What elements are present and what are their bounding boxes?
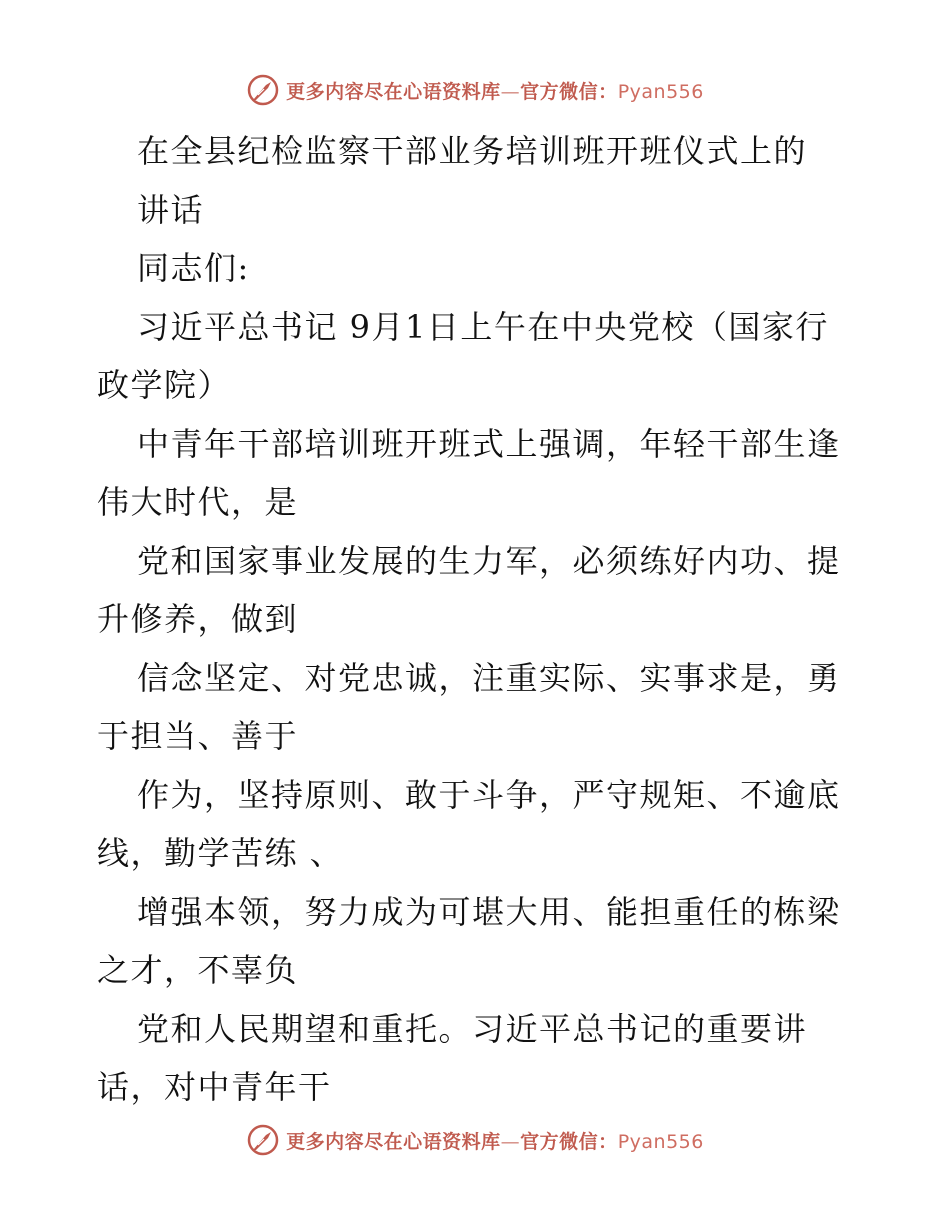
doc-line: 升修养，做到 (97, 600, 299, 638)
watermark-text: 更多内容尽在心语资料库—官方微信：Pyan556 (286, 1130, 704, 1153)
doc-line: 党和国家事业发展的生力军，必须练好内功、提 (137, 541, 841, 580)
doc-line: 线，勤学苦练 、 (97, 834, 344, 872)
doc-line: 党和人民期望和重托。习近平总书记的重要讲 (137, 1009, 808, 1048)
doc-line-salutation: 同志们: (137, 249, 250, 287)
doc-line: 信念坚定、对党忠诚，注重实际、实事求是，勇 (137, 658, 841, 697)
doc-line: 作为，坚持原则、敢于斗争，严守规矩、不逾底 (137, 775, 841, 814)
quill-pen-logo-icon (246, 1123, 280, 1157)
doc-line-title-1: 在全县纪检监察干部业务培训班开班仪式上的 (137, 132, 808, 170)
doc-line: 中青年干部培训班开班式上强调，年轻干部生逢 (137, 424, 841, 463)
doc-line: 增强本领，努力成为可堪大用、能担重任的栋梁 (137, 892, 841, 931)
quill-pen-logo-icon (246, 73, 280, 107)
footer-watermark (0, 1120, 950, 1160)
doc-line: 话，对中青年干 (97, 1068, 332, 1106)
document-body (97, 122, 857, 1117)
doc-line: 伟大时代，是 (97, 483, 299, 521)
header-watermark (0, 70, 950, 110)
doc-line: 政学院） (97, 366, 232, 404)
doc-line-title-2: 讲话 (137, 190, 205, 229)
doc-line: 之才，不辜负 (97, 951, 299, 989)
doc-line: 于担当、善于 (97, 717, 299, 755)
doc-line: 习近平总书记 9月1日上午在中央党校（国家行 (137, 307, 829, 346)
watermark-text: 更多内容尽在心语资料库—官方微信：Pyan556 (286, 80, 704, 103)
